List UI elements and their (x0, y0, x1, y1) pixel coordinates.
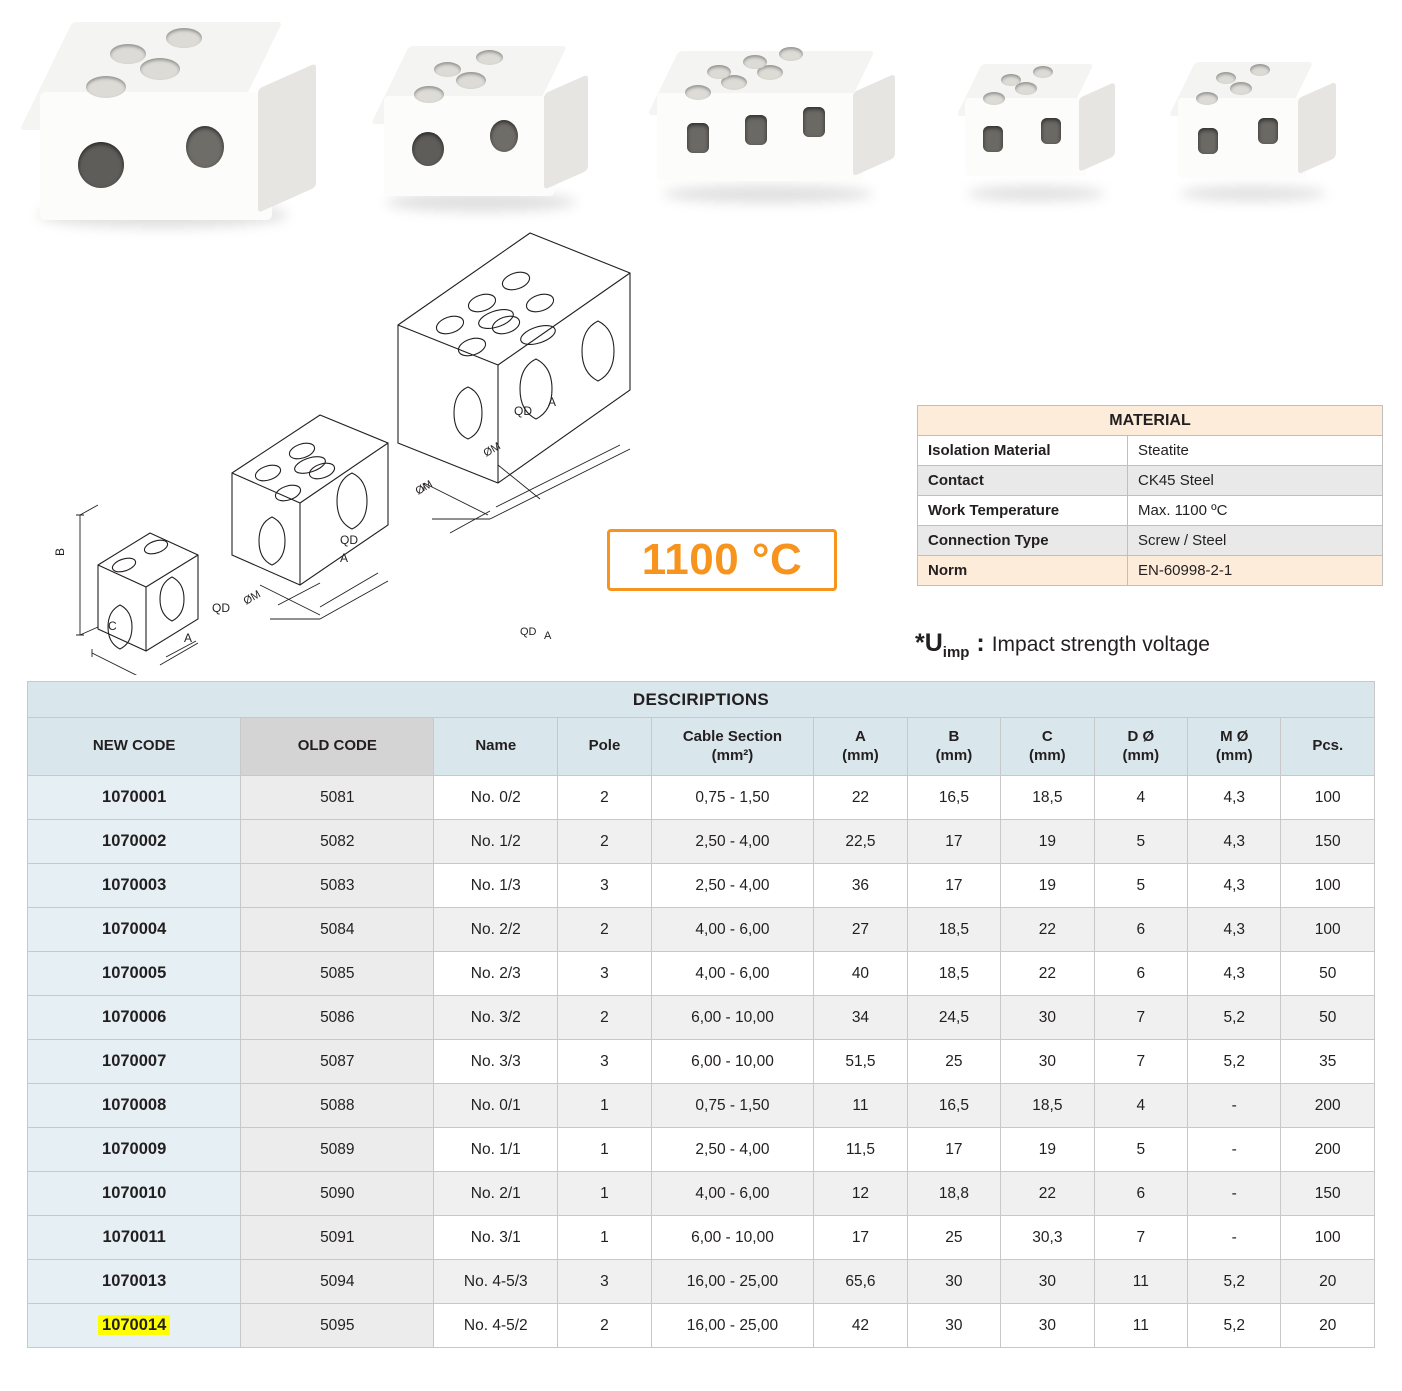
col-cable-section (651, 718, 814, 776)
col-d-line1: D Ø (1127, 727, 1155, 745)
cell-old-code: 5086 (241, 996, 434, 1040)
cell-cable-section: 6,00 - 10,00 (651, 1040, 814, 1084)
cell-d: 11 (1094, 1304, 1187, 1348)
cell-b: 25 (907, 1040, 1000, 1084)
cell-c: 30 (1001, 996, 1094, 1040)
cell-pole: 3 (558, 1040, 651, 1084)
drawing-small-block (98, 533, 198, 651)
block-side-face (1079, 82, 1115, 172)
block-front-face (384, 96, 554, 196)
cell-new-code: 1070006 (28, 996, 241, 1040)
cell-c: 30 (1001, 1260, 1094, 1304)
cell-pcs: 20 (1281, 1304, 1375, 1348)
material-table-header: MATERIAL (918, 406, 1383, 436)
cell-cable-section: 6,00 - 10,00 (651, 996, 814, 1040)
footnote-definition: Impact strength voltage (991, 633, 1210, 656)
screw-hole-top-2 (456, 72, 486, 89)
cell-c: 30 (1001, 1040, 1094, 1084)
col-b-line2: (mm) (935, 746, 973, 764)
cell-pole: 2 (558, 1304, 651, 1348)
cell-c: 22 (1001, 908, 1094, 952)
block-side-face (853, 74, 895, 177)
cell-pole: 1 (558, 1128, 651, 1172)
cell-a: 22,5 (814, 820, 907, 864)
table-row (28, 1128, 1375, 1172)
cell-a: 27 (814, 908, 907, 952)
cell-c: 30 (1001, 1304, 1094, 1348)
screw-hole-top-2 (140, 58, 180, 80)
cell-m: 5,2 (1188, 1040, 1281, 1084)
material-label-connection-type: Connection Type (918, 526, 1128, 556)
screw-hole-top-1 (86, 76, 126, 98)
cell-a: 51,5 (814, 1040, 907, 1084)
cell-b: 17 (907, 864, 1000, 908)
label-om-3: ØM (241, 588, 263, 608)
cell-b: 17 (907, 820, 1000, 864)
cell-name: No. 3/2 (434, 996, 558, 1040)
cell-c: 19 (1001, 1128, 1094, 1172)
label-qd-small: QD (212, 601, 230, 615)
screw-hole-top-3 (1001, 74, 1021, 86)
cell-pcs: 200 (1281, 1128, 1375, 1172)
cell-d: 5 (1094, 1128, 1187, 1172)
col-cable-section-line2: (mm²) (711, 746, 754, 764)
cell-a: 65,6 (814, 1260, 907, 1304)
block-side-face (544, 74, 588, 190)
cell-new-code: 1070003 (28, 864, 241, 908)
table-row (28, 1040, 1375, 1084)
ceramic-block-illustration (645, 45, 905, 200)
cell-c: 19 (1001, 820, 1094, 864)
cell-cable-section: 0,75 - 1,50 (651, 1084, 814, 1128)
table-row (28, 776, 1375, 820)
cell-a: 40 (814, 952, 907, 996)
cell-m: - (1188, 1084, 1281, 1128)
cell-m: - (1188, 1216, 1281, 1260)
cell-c: 18,5 (1001, 1084, 1094, 1128)
cell-pcs: 150 (1281, 820, 1375, 864)
cell-m: 4,3 (1188, 820, 1281, 864)
block-side-face (258, 63, 316, 213)
cell-m: - (1188, 1128, 1281, 1172)
cable-entry-2 (745, 115, 767, 145)
screw-hole-top-2 (1230, 82, 1252, 95)
screw-hole-top-3 (1216, 72, 1236, 84)
uimp-footnote (915, 629, 1210, 661)
col-c-line1: C (1041, 727, 1053, 745)
screw-hole-top-1 (983, 92, 1005, 105)
cell-d: 5 (1094, 864, 1187, 908)
cell-cable-section: 16,00 - 25,00 (651, 1304, 814, 1348)
screw-hole-top-4 (1250, 64, 1270, 76)
cell-old-code: 5091 (241, 1216, 434, 1260)
cell-name: No. 0/2 (434, 776, 558, 820)
cable-entry-1 (412, 132, 444, 166)
table-row (28, 820, 1375, 864)
col-b (907, 718, 1000, 776)
cell-cable-section: 4,00 - 6,00 (651, 1172, 814, 1216)
product-photo-3 (645, 45, 905, 205)
col-cable-section-line1: Cable Section (682, 727, 783, 745)
cable-entry-2 (1041, 118, 1061, 144)
col-pcs: Pcs. (1281, 718, 1375, 776)
cell-m: 4,3 (1188, 908, 1281, 952)
screw-hole-top-4 (476, 50, 503, 65)
label-qd-1: QD (520, 626, 537, 638)
cell-pcs: 100 (1281, 864, 1375, 908)
col-b-line1: B (948, 727, 960, 745)
material-row-work-temperature (918, 496, 1383, 526)
label-qd-medium: QD (340, 533, 358, 547)
col-d (1094, 718, 1187, 776)
cell-old-code: 5081 (241, 776, 434, 820)
material-value-connection-type: Screw / Steel (1128, 526, 1383, 556)
block-front-face (40, 92, 272, 220)
leader-lines (278, 465, 540, 605)
drawing-large-block (398, 233, 630, 483)
product-photo-4 (955, 60, 1125, 200)
cell-m: 4,3 (1188, 776, 1281, 820)
cell-name: No. 0/1 (434, 1084, 558, 1128)
block-side-face (1298, 82, 1336, 175)
cell-pcs: 50 (1281, 952, 1375, 996)
cell-d: 11 (1094, 1260, 1187, 1304)
screw-hole-top-1 (685, 85, 711, 100)
descriptions-table-body (28, 776, 1375, 1348)
cell-a: 36 (814, 864, 907, 908)
cell-name: No. 3/3 (434, 1040, 558, 1084)
cell-old-code: 5088 (241, 1084, 434, 1128)
cell-pole: 1 (558, 1084, 651, 1128)
product-photo-2 (368, 40, 598, 220)
cable-entry-1 (78, 142, 124, 188)
cell-b: 18,8 (907, 1172, 1000, 1216)
cell-d: 4 (1094, 776, 1187, 820)
cell-old-code: 5094 (241, 1260, 434, 1304)
col-m-line1: M Ø (1220, 727, 1249, 745)
ceramic-block-illustration (955, 60, 1125, 190)
cell-pole: 2 (558, 908, 651, 952)
cell-d: 7 (1094, 1216, 1187, 1260)
cell-old-code: 5089 (241, 1128, 434, 1172)
cell-pole: 3 (558, 864, 651, 908)
material-table (917, 405, 1383, 586)
cell-a: 42 (814, 1304, 907, 1348)
screw-hole-top-4 (707, 65, 731, 79)
label-om-2: ØM (413, 478, 435, 498)
cable-entry-2 (1258, 118, 1278, 144)
cell-old-code: 5083 (241, 864, 434, 908)
dimension-lines-medium (260, 573, 388, 619)
screw-hole-top-5 (743, 55, 767, 69)
label-a-1: A (544, 630, 552, 642)
cell-c: 22 (1001, 1172, 1094, 1216)
col-new-code: NEW CODE (28, 718, 241, 776)
cell-b: 18,5 (907, 952, 1000, 996)
cell-new-code: 1070011 (28, 1216, 241, 1260)
cell-new-code: 1070005 (28, 952, 241, 996)
cell-name: No. 1/1 (434, 1128, 558, 1172)
cell-c: 30,3 (1001, 1216, 1094, 1260)
cell-new-code: 1070007 (28, 1040, 241, 1084)
drawing-medium-block (232, 415, 388, 585)
cell-name: No. 4-5/2 (434, 1304, 558, 1348)
col-c (1001, 718, 1094, 776)
cell-d: 4 (1094, 1084, 1187, 1128)
label-c: C (108, 619, 117, 633)
product-photo-5 (1168, 58, 1348, 198)
table-row (28, 908, 1375, 952)
cell-b: 16,5 (907, 776, 1000, 820)
screw-hole-top-3 (110, 44, 146, 64)
cell-pole: 1 (558, 1172, 651, 1216)
cell-a: 17 (814, 1216, 907, 1260)
cell-m: 5,2 (1188, 996, 1281, 1040)
screw-hole-top-6 (779, 47, 803, 61)
cell-old-code: 5082 (241, 820, 434, 864)
table-row (28, 1084, 1375, 1128)
cell-a: 22 (814, 776, 907, 820)
cell-pcs: 100 (1281, 776, 1375, 820)
cell-name: No. 4-5/3 (434, 1260, 558, 1304)
ceramic-block-illustration (18, 14, 318, 214)
cell-d: 6 (1094, 908, 1187, 952)
screw-hole-top-4 (166, 28, 202, 48)
screw-hole-top-4 (1033, 66, 1053, 78)
cell-pole: 3 (558, 952, 651, 996)
cell-b: 24,5 (907, 996, 1000, 1040)
table-row (28, 1216, 1375, 1260)
cell-m: 4,3 (1188, 952, 1281, 996)
cell-new-code: 1070008 (28, 1084, 241, 1128)
footnote-term: U (924, 629, 943, 657)
label-b: B (53, 547, 68, 557)
ceramic-block-illustration (368, 40, 598, 210)
cell-b: 17 (907, 1128, 1000, 1172)
technical-drawing-svg (20, 215, 680, 675)
cable-entry-3 (803, 107, 825, 137)
cell-d: 5 (1094, 820, 1187, 864)
col-c-line2: (mm) (1029, 746, 1066, 764)
cell-old-code: 5090 (241, 1172, 434, 1216)
cell-m: 5,2 (1188, 1260, 1281, 1304)
table-row (28, 1260, 1375, 1304)
cell-pole: 3 (558, 1260, 651, 1304)
cell-old-code: 5087 (241, 1040, 434, 1084)
cell-old-code: 5095 (241, 1304, 434, 1348)
cell-cable-section: 16,00 - 25,00 (651, 1260, 814, 1304)
cell-b: 30 (907, 1260, 1000, 1304)
cell-m: 4,3 (1188, 864, 1281, 908)
cell-cable-section: 0,75 - 1,50 (651, 776, 814, 820)
screw-hole-top-1 (414, 86, 444, 103)
highlighted-code: 1070014 (98, 1315, 170, 1335)
cell-c: 22 (1001, 952, 1094, 996)
cell-d: 6 (1094, 1172, 1187, 1216)
table-row (28, 952, 1375, 996)
cell-new-code: 1070010 (28, 1172, 241, 1216)
label-om-1: ØM (481, 440, 503, 460)
cell-pcs: 100 (1281, 908, 1375, 952)
cell-old-code: 5085 (241, 952, 434, 996)
cell-new-code: 1070001 (28, 776, 241, 820)
col-d-line2: (mm) (1122, 746, 1160, 764)
cell-pcs: 200 (1281, 1084, 1375, 1128)
cell-pole: 2 (558, 996, 651, 1040)
descriptions-table (27, 681, 1375, 1348)
col-old-code: OLD CODE (241, 718, 434, 776)
col-m-line2: (mm) (1215, 746, 1253, 764)
table-row (28, 1172, 1375, 1216)
cell-cable-section: 4,00 - 6,00 (651, 952, 814, 996)
technical-drawing-group (20, 215, 680, 675)
col-a-line1: A (855, 727, 866, 745)
col-a (814, 718, 907, 776)
product-photo-1 (18, 14, 318, 234)
dimension-lines-large (424, 445, 630, 519)
material-label-contact: Contact (918, 466, 1128, 496)
cell-new-code: 1070002 (28, 820, 241, 864)
cable-entry-1 (1198, 128, 1218, 154)
material-row-norm (918, 556, 1383, 586)
col-a-line2: (mm) (842, 746, 879, 764)
descriptions-table-title: DESCIRIPTIONS (28, 682, 1375, 718)
cell-old-code: 5084 (241, 908, 434, 952)
cell-name: No. 2/3 (434, 952, 558, 996)
product-photo-strip (0, 0, 1402, 230)
cable-entry-2 (490, 120, 518, 152)
cell-cable-section: 4,00 - 6,00 (651, 908, 814, 952)
cell-d: 7 (1094, 996, 1187, 1040)
material-value-work-temperature: Max. 1100 ºC (1128, 496, 1383, 526)
cell-pcs: 150 (1281, 1172, 1375, 1216)
material-row-connection-type (918, 526, 1383, 556)
cell-new-code: 1070004 (28, 908, 241, 952)
cell-new-code: 1070013 (28, 1260, 241, 1304)
label-a-medium: A (340, 551, 349, 565)
dimension-lines-small (76, 505, 198, 675)
footnote-colon: : (969, 629, 992, 657)
cell-pcs: 50 (1281, 996, 1375, 1040)
cell-pole: 2 (558, 820, 651, 864)
footnote-symbol: * (915, 629, 925, 657)
cell-name: No. 2/1 (434, 1172, 558, 1216)
cell-m: 5,2 (1188, 1304, 1281, 1348)
cell-name: No. 1/3 (434, 864, 558, 908)
cell-pcs: 35 (1281, 1040, 1375, 1084)
table-row (28, 864, 1375, 908)
footnote-sub: imp (942, 644, 970, 661)
label-a-small: A (184, 631, 193, 645)
cell-a: 12 (814, 1172, 907, 1216)
cell-new-code: 1070009 (28, 1128, 241, 1172)
cell-pcs: 100 (1281, 1216, 1375, 1260)
material-row-isolation (918, 436, 1383, 466)
material-value-isolation: Steatite (1128, 436, 1383, 466)
table-row (28, 996, 1375, 1040)
cell-a: 11 (814, 1084, 907, 1128)
cable-entry-1 (687, 123, 709, 153)
cell-cable-section: 6,00 - 10,00 (651, 1216, 814, 1260)
material-value-norm: EN-60998-2-1 (1128, 556, 1383, 586)
cell-b: 25 (907, 1216, 1000, 1260)
cell-d: 6 (1094, 952, 1187, 996)
ceramic-block-illustration (1168, 58, 1348, 193)
material-label-isolation: Isolation Material (918, 436, 1128, 466)
screw-hole-top-3 (434, 62, 461, 77)
cell-name: No. 2/2 (434, 908, 558, 952)
cell-pole: 2 (558, 776, 651, 820)
col-m (1188, 718, 1281, 776)
cable-entry-1 (983, 126, 1003, 152)
cell-pole: 1 (558, 1216, 651, 1260)
table-row-highlighted (28, 1304, 1375, 1348)
cell-new-code (28, 1304, 241, 1348)
label-qd-large: QD (514, 404, 532, 418)
cell-b: 18,5 (907, 908, 1000, 952)
cell-c: 19 (1001, 864, 1094, 908)
cell-b: 30 (907, 1304, 1000, 1348)
screw-hole-top-1 (1196, 92, 1218, 105)
label-a-large: A (548, 395, 557, 409)
col-pole: Pole (558, 718, 651, 776)
cell-c: 18,5 (1001, 776, 1094, 820)
material-label-work-temperature: Work Temperature (918, 496, 1128, 526)
cell-b: 16,5 (907, 1084, 1000, 1128)
cell-cable-section: 2,50 - 4,00 (651, 1128, 814, 1172)
cell-cable-section: 2,50 - 4,00 (651, 864, 814, 908)
material-value-contact: CK45 Steel (1128, 466, 1383, 496)
col-name: Name (434, 718, 558, 776)
cell-name: No. 3/1 (434, 1216, 558, 1260)
material-row-contact (918, 466, 1383, 496)
cell-a: 11,5 (814, 1128, 907, 1172)
temperature-badge: 1100 °C (607, 529, 837, 591)
cell-cable-section: 2,50 - 4,00 (651, 820, 814, 864)
cell-a: 34 (814, 996, 907, 1040)
cell-d: 7 (1094, 1040, 1187, 1084)
cell-name: No. 1/2 (434, 820, 558, 864)
material-label-norm: Norm (918, 556, 1128, 586)
cell-m: - (1188, 1172, 1281, 1216)
cable-entry-2 (186, 126, 224, 168)
cell-pcs: 20 (1281, 1260, 1375, 1304)
